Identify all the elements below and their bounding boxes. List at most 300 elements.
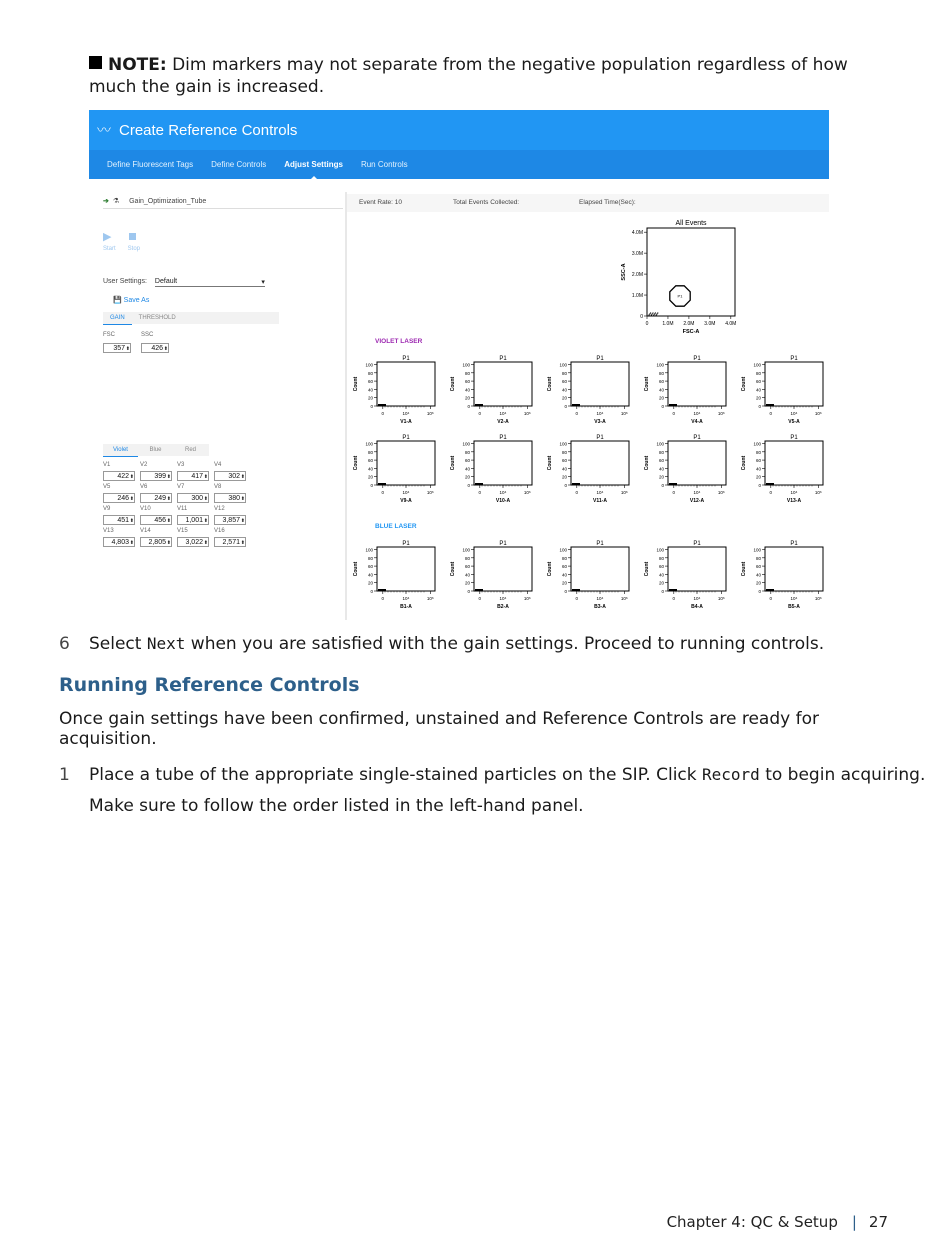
scatter-event-point	[649, 313, 650, 314]
tab-run-controls[interactable]: Run Controls	[360, 160, 408, 169]
hist-xlabel-b1-a: B1-A	[400, 604, 412, 610]
hist-event-bar	[572, 404, 580, 406]
hist-ytick-label: 100	[462, 362, 470, 368]
app-logo-icon: 〰	[97, 122, 111, 138]
hist-ytick-label: 20	[658, 395, 664, 401]
hist-xtick-label: 10⁴	[790, 596, 798, 601]
gain-label-v13: V13	[103, 528, 114, 534]
laser-tabs	[103, 444, 209, 456]
hist-event-bar	[766, 589, 774, 591]
hist-xtick-label: 10⁴	[693, 596, 701, 601]
ssc-label: SSC	[141, 332, 154, 338]
hist-frame	[765, 441, 823, 485]
scatter-event-point	[652, 312, 653, 313]
hist-ytick-label: 20	[755, 395, 761, 401]
gain-label-v8: V8	[214, 484, 222, 490]
hist-ytick-label: 40	[658, 387, 664, 393]
hist-ylabel: Count	[353, 561, 359, 577]
software-screenshot	[89, 110, 829, 620]
hist-xtick-label: 0	[575, 596, 579, 601]
hist-ytick-label: 40	[755, 466, 761, 472]
hist-xlabel-v4-a: V4-A	[691, 419, 703, 425]
footer-divider: |	[851, 1213, 857, 1231]
hist-title: P1	[693, 356, 701, 362]
hist-ytick-label: 100	[365, 441, 373, 447]
hist-ytick-label: 80	[367, 449, 373, 455]
hist-ylabel: Count	[353, 455, 359, 471]
hist-ytick-label: 60	[464, 564, 470, 570]
step-1-number: 1	[59, 765, 70, 785]
hist-event-bar	[669, 404, 677, 406]
settings-panel	[89, 192, 345, 620]
hist-xtick-label: 10⁴	[790, 490, 798, 495]
tab-violet[interactable]: Violet	[103, 444, 138, 457]
gain-input-v11[interactable]: 1,001 ⬍	[177, 515, 209, 525]
tube-name: Gain_Optimization_Tube	[129, 198, 207, 205]
hist-ytick-label: 100	[462, 441, 470, 447]
scatter-title: All Events	[675, 220, 707, 227]
gain-input-v2[interactable]: 399 ⬍	[140, 471, 172, 481]
step-1-text-post: to begin acquiring.	[759, 765, 926, 785]
scatter-event-point	[650, 312, 651, 313]
fsc-label: FSC	[103, 332, 115, 338]
scatter-event-point	[656, 313, 657, 314]
page-footer	[667, 1213, 888, 1231]
intro-paragraph: Once gain settings have been confirmed, unstained and Reference Controls are ready for acquisition.	[59, 709, 819, 749]
step-6	[59, 633, 824, 655]
step-1	[59, 764, 925, 786]
hist-ytick-label: 20	[464, 474, 470, 480]
hist-frame	[377, 362, 435, 406]
hist-event-bar	[475, 404, 483, 406]
hist-ytick-label: 0	[564, 404, 567, 409]
hist-xtick-label: 10⁶	[620, 490, 628, 495]
hist-frame	[474, 362, 532, 406]
hist-xtick-label: 0	[478, 411, 482, 416]
hist-ytick-label: 20	[367, 395, 373, 401]
hist-xtick-label: 10⁶	[620, 411, 628, 416]
scatter-event-point	[653, 314, 654, 315]
scatter-ytick-label-4: 4.0M	[631, 230, 643, 237]
hist-title: P1	[499, 435, 507, 441]
hist-ytick-label: 40	[658, 466, 664, 472]
tab-threshold[interactable]: THRESHOLD	[138, 315, 176, 321]
hist-ytick-label: 80	[464, 449, 470, 455]
hist-ytick-label: 20	[367, 580, 373, 586]
hist-ytick-label: 40	[464, 466, 470, 472]
hist-event-bar	[378, 483, 386, 485]
hist-ylabel: Count	[741, 455, 747, 471]
gain-input-v13[interactable]: 4,803 ⬍	[103, 537, 135, 547]
tab-define-fluorescent-tags[interactable]: Define Fluorescent Tags	[107, 160, 194, 169]
gain-input-v16[interactable]: 2,571 ⬍	[214, 537, 246, 547]
gain-input-v6[interactable]: 249 ⬍	[140, 493, 172, 503]
hist-xtick-label: 10⁴	[790, 411, 798, 416]
hist-ytick-label: 60	[561, 458, 567, 464]
gain-label-v12: V12	[214, 506, 225, 512]
fsc-input[interactable]: 357 ⬍	[103, 343, 131, 353]
hist-ytick-label: 100	[753, 362, 761, 368]
hist-title: P1	[402, 356, 410, 362]
hist-xtick-label: 10⁴	[402, 490, 410, 495]
hist-ytick-label: 100	[365, 547, 373, 553]
hist-ytick-label: 40	[367, 466, 373, 472]
hist-ytick-label: 40	[464, 387, 470, 393]
hist-ytick-label: 100	[559, 441, 567, 447]
gain-input-v1[interactable]: 422 ⬍	[103, 471, 135, 481]
scatter-event-point	[654, 313, 655, 314]
hist-xtick-label: 10⁶	[620, 596, 628, 601]
start-label: Start	[103, 246, 116, 252]
hist-ytick-label: 0	[661, 589, 664, 594]
scatter-ytick-label-3: 3.0M	[631, 251, 643, 258]
hist-xlabel-b5-a: B5-A	[788, 604, 800, 610]
hist-xtick-label: 0	[381, 596, 385, 601]
hist-xtick-label: 10⁴	[693, 411, 701, 416]
hist-ytick-label: 20	[464, 395, 470, 401]
page-number: 27	[868, 1213, 888, 1231]
scatter-ytick-label-2: 2.0M	[631, 272, 643, 279]
hist-ytick-label: 0	[370, 589, 373, 594]
hist-xlabel-v3-a: V3-A	[594, 419, 606, 425]
hist-frame	[377, 547, 435, 591]
hist-xlabel-v10-a: V10-A	[495, 498, 511, 504]
hist-xtick-label: 10⁶	[523, 490, 531, 495]
hist-ytick-label: 40	[755, 572, 761, 578]
step-1-text-pre: Place a tube of the appropriate single-stained particles on the SIP. Click	[89, 765, 703, 785]
hist-xlabel-b2-a: B2-A	[497, 604, 509, 610]
hist-xtick-label: 0	[769, 490, 773, 495]
plots-canvas	[347, 192, 829, 620]
hist-xtick-label: 0	[381, 490, 385, 495]
hist-xlabel-b4-a: B4-A	[691, 604, 703, 610]
tab-gain[interactable]: GAIN	[103, 312, 132, 325]
hist-ytick-label: 60	[367, 379, 373, 385]
hist-frame	[668, 441, 726, 485]
gain-input-v4[interactable]: 302 ⬍	[214, 471, 246, 481]
gain-label-v6: V6	[140, 484, 148, 490]
hist-title: P1	[596, 356, 604, 362]
section-heading: Running Reference Controls	[59, 674, 360, 696]
hist-ytick-label: 0	[467, 483, 470, 488]
scatter-xtick-label-0: 0	[645, 321, 649, 327]
hist-title: P1	[499, 541, 507, 547]
hist-xtick-label: 10⁶	[814, 411, 822, 416]
hist-frame	[765, 362, 823, 406]
hist-ytick-label: 20	[755, 580, 761, 586]
hist-xtick-label: 10⁶	[814, 490, 822, 495]
hist-ytick-label: 40	[367, 387, 373, 393]
hist-ytick-label: 80	[561, 449, 567, 455]
hist-ytick-label: 0	[467, 404, 470, 409]
hist-xtick-label: 10⁶	[717, 490, 725, 495]
gain-label-v4: V4	[214, 462, 222, 468]
hist-ytick-label: 40	[755, 387, 761, 393]
hist-xtick-label: 10⁴	[499, 411, 507, 416]
gain-label-v14: V14	[140, 528, 151, 534]
hist-ytick-label: 0	[370, 483, 373, 488]
hist-ylabel: Count	[450, 376, 456, 392]
hist-ytick-label: 80	[367, 555, 373, 561]
gain-input-v8[interactable]: 380 ⬍	[214, 493, 246, 503]
hist-title: P1	[402, 541, 410, 547]
hist-event-bar	[766, 404, 774, 406]
hist-frame	[765, 547, 823, 591]
hist-xtick-label: 10⁴	[596, 596, 604, 601]
hist-ytick-label: 40	[658, 572, 664, 578]
hist-event-bar	[572, 483, 580, 485]
hist-ytick-label: 80	[755, 370, 761, 376]
hist-ylabel: Count	[644, 376, 650, 392]
blue-laser-label: BLUE LASER	[375, 523, 417, 530]
hist-frame	[571, 362, 629, 406]
stop-icon[interactable]	[129, 233, 136, 240]
app-title: Create Reference Controls	[119, 121, 298, 139]
tab-red[interactable]: Red	[184, 447, 196, 453]
hist-xlabel-v2-a: V2-A	[497, 419, 509, 425]
user-settings	[103, 278, 265, 287]
scatter-xlabel: FSC-A	[682, 329, 700, 335]
hist-ytick-label: 100	[656, 362, 664, 368]
tube-icon: ⚗	[112, 198, 120, 205]
gain-label-v1: V1	[103, 462, 111, 468]
gain-label-v16: V16	[214, 528, 225, 534]
hist-ytick-label: 60	[755, 458, 761, 464]
hist-ylabel: Count	[353, 376, 359, 392]
step-1-command: Record	[702, 765, 760, 784]
hist-ytick-label: 40	[561, 466, 567, 472]
gain-label-v3: V3	[177, 462, 185, 468]
hist-frame	[571, 547, 629, 591]
hist-title: P1	[693, 541, 701, 547]
tube-row[interactable]	[103, 197, 343, 209]
note	[89, 54, 889, 98]
save-as-button[interactable]	[113, 296, 149, 304]
ssc-input[interactable]: 426 ⬍	[141, 343, 169, 353]
hist-xtick-label: 10⁶	[717, 411, 725, 416]
hist-ytick-label: 100	[559, 547, 567, 553]
hist-xlabel-v5-a: V5-A	[788, 419, 800, 425]
hist-xlabel-v1-a: V1-A	[400, 419, 412, 425]
step-6-command: Next	[146, 634, 186, 653]
gain-input-v10[interactable]: 456 ⬍	[140, 515, 172, 525]
gain-label-v10: V10	[140, 506, 151, 512]
hist-title: P1	[790, 541, 798, 547]
hist-frame	[668, 362, 726, 406]
tab-adjust-settings[interactable]: Adjust Settings	[284, 160, 343, 169]
hist-xtick-label: 0	[478, 596, 482, 601]
hist-event-bar	[669, 483, 677, 485]
hist-ytick-label: 80	[658, 370, 664, 376]
hist-ytick-label: 100	[462, 547, 470, 553]
scatter-xtick-label-2: 2.0M	[683, 321, 695, 327]
hist-xtick-label: 10⁶	[523, 411, 531, 416]
gain-label-v7: V7	[177, 484, 185, 490]
hist-ytick-label: 20	[561, 474, 567, 480]
hist-xtick-label: 10⁴	[402, 596, 410, 601]
acquisition-controls	[103, 230, 140, 252]
hist-xtick-label: 0	[575, 411, 579, 416]
hist-xlabel-b3-a: B3-A	[594, 604, 606, 610]
stop-label: Stop	[127, 246, 141, 252]
hist-event-bar	[669, 589, 677, 591]
hist-xtick-label: 0	[672, 411, 676, 416]
hist-ytick-label: 60	[658, 379, 664, 385]
hist-ytick-label: 0	[661, 404, 664, 409]
hist-xtick-label: 10⁶	[426, 596, 434, 601]
play-icon[interactable]: ▶	[103, 231, 112, 243]
hist-ytick-label: 100	[365, 362, 373, 368]
save-as-label: Save As	[123, 297, 150, 304]
hist-xtick-label: 10⁴	[499, 596, 507, 601]
hist-xtick-label: 10⁶	[426, 490, 434, 495]
hist-ytick-label: 40	[561, 572, 567, 578]
hist-title: P1	[402, 435, 410, 441]
total-events: Total Events Collected:	[453, 199, 520, 206]
scatter-xtick-label-4: 4.0M	[725, 321, 737, 327]
gain-input-v12[interactable]: 3,857 ⬍	[214, 515, 246, 525]
user-settings-select[interactable]: Default ▾	[155, 278, 265, 287]
hist-xtick-label: 10⁴	[693, 490, 701, 495]
elapsed-time: Elapsed Time(Sec):	[579, 199, 636, 206]
user-settings-label: User Settings:	[103, 278, 147, 285]
hist-title: P1	[693, 435, 701, 441]
hist-ytick-label: 0	[758, 483, 761, 488]
hist-event-bar	[378, 589, 386, 591]
hist-ylabel: Count	[644, 561, 650, 577]
hist-ytick-label: 60	[658, 564, 664, 570]
chapter-title: Chapter 4: QC & Setup	[666, 1213, 838, 1231]
hist-xtick-label: 0	[575, 490, 579, 495]
gain-label-v9: V9	[103, 506, 111, 512]
hist-xtick-label: 0	[769, 411, 773, 416]
app-title-bar	[89, 110, 829, 150]
step-6-text-post: when you are satisfied with the gain settings. Proceed to running controls.	[185, 634, 825, 654]
scatter-event-point	[656, 314, 657, 315]
hist-ytick-label: 80	[658, 449, 664, 455]
hist-ytick-label: 60	[755, 379, 761, 385]
gain-input-v5[interactable]: 246 ⬍	[103, 493, 135, 503]
gain-label-v5: V5	[103, 484, 111, 490]
gain-input-v3[interactable]: 417 ⬍	[177, 471, 209, 481]
hist-ytick-label: 100	[656, 547, 664, 553]
hist-ytick-label: 60	[367, 458, 373, 464]
tab-blue[interactable]: Blue	[149, 447, 162, 453]
hist-ytick-label: 60	[464, 379, 470, 385]
hist-ytick-label: 100	[753, 547, 761, 553]
hist-xtick-label: 10⁶	[523, 596, 531, 601]
hist-ytick-label: 40	[561, 387, 567, 393]
hist-ytick-label: 20	[561, 580, 567, 586]
hist-xtick-label: 10⁶	[814, 596, 822, 601]
hist-event-bar	[475, 589, 483, 591]
scatter-ytick-label-1: 1.0M	[631, 293, 643, 300]
hist-title: P1	[790, 435, 798, 441]
hist-frame	[668, 547, 726, 591]
scatter-event-point	[652, 313, 653, 314]
hist-ytick-label: 20	[561, 395, 567, 401]
hist-title: P1	[499, 356, 507, 362]
gain-threshold-tabs	[103, 312, 279, 324]
hist-xtick-label: 0	[478, 490, 482, 495]
hist-ytick-label: 40	[367, 572, 373, 578]
hist-ytick-label: 40	[464, 572, 470, 578]
hist-ylabel: Count	[450, 561, 456, 577]
gain-input-v9[interactable]: 451 ⬍	[103, 515, 135, 525]
plots-panel	[347, 192, 829, 620]
note-bullet-icon	[89, 56, 102, 69]
save-icon: 💾	[113, 297, 122, 304]
hist-ytick-label: 60	[561, 564, 567, 570]
hist-ytick-label: 0	[564, 483, 567, 488]
step-6-text-pre: Select	[89, 634, 147, 654]
hist-xlabel-v12-a: V12-A	[689, 498, 705, 504]
hist-ylabel: Count	[450, 455, 456, 471]
violet-laser-label: VIOLET LASER	[375, 338, 423, 345]
hist-event-bar	[378, 404, 386, 406]
hist-ytick-label: 80	[367, 370, 373, 376]
scatter-event-point	[651, 314, 652, 315]
scatter-xtick-label-1: 1.0M	[662, 321, 674, 327]
hist-ytick-label: 0	[564, 589, 567, 594]
hist-ylabel: Count	[741, 561, 747, 577]
scatter-ytick-label-0: 0	[640, 314, 643, 320]
event-rate: Event Rate: 10	[359, 199, 402, 206]
hist-ytick-label: 0	[370, 404, 373, 409]
scatter-frame	[647, 228, 735, 316]
gain-label-v2: V2	[140, 462, 148, 468]
scatter-event-point	[655, 312, 656, 313]
hist-ytick-label: 80	[755, 555, 761, 561]
hist-frame	[474, 547, 532, 591]
hist-frame	[377, 441, 435, 485]
hist-ytick-label: 20	[658, 580, 664, 586]
hist-ytick-label: 60	[367, 564, 373, 570]
hist-ytick-label: 0	[758, 404, 761, 409]
gate-p1-label: P1	[677, 293, 683, 299]
hist-ytick-label: 100	[559, 362, 567, 368]
gain-input-v15[interactable]: 3,022 ⬍	[177, 537, 209, 547]
hist-xlabel-v9-a: V9-A	[400, 498, 412, 504]
hist-ytick-label: 0	[467, 589, 470, 594]
hist-ytick-label: 80	[464, 370, 470, 376]
hist-ytick-label: 80	[464, 555, 470, 561]
hist-ytick-label: 60	[755, 564, 761, 570]
hist-ylabel: Count	[741, 376, 747, 392]
hist-xlabel-v11-a: V11-A	[593, 498, 607, 504]
note-label: NOTE:	[108, 55, 167, 75]
scatter-event-point	[657, 312, 658, 313]
hist-event-bar	[572, 589, 580, 591]
gain-label-v11: V11	[177, 506, 188, 512]
step-1-note: Make sure to follow the order listed in the left-hand panel.	[89, 796, 584, 816]
hist-xtick-label: 0	[381, 411, 385, 416]
hist-xtick-label: 0	[672, 490, 676, 495]
hist-xtick-label: 10⁶	[717, 596, 725, 601]
step-6-number: 6	[59, 634, 70, 654]
gain-input-v14[interactable]: 2,805 ⬍	[140, 537, 172, 547]
hist-ytick-label: 60	[658, 458, 664, 464]
hist-ytick-label: 20	[464, 580, 470, 586]
hist-ytick-label: 60	[561, 379, 567, 385]
tab-define-controls[interactable]: Define Controls	[211, 160, 267, 169]
gain-input-v7[interactable]: 300 ⬍	[177, 493, 209, 503]
hist-ytick-label: 80	[561, 555, 567, 561]
hist-ytick-label: 100	[753, 441, 761, 447]
hist-event-bar	[475, 483, 483, 485]
note-text: Dim markers may not separate from the negative population regardless of how much the gain is increased.	[89, 55, 848, 97]
hist-title: P1	[596, 435, 604, 441]
